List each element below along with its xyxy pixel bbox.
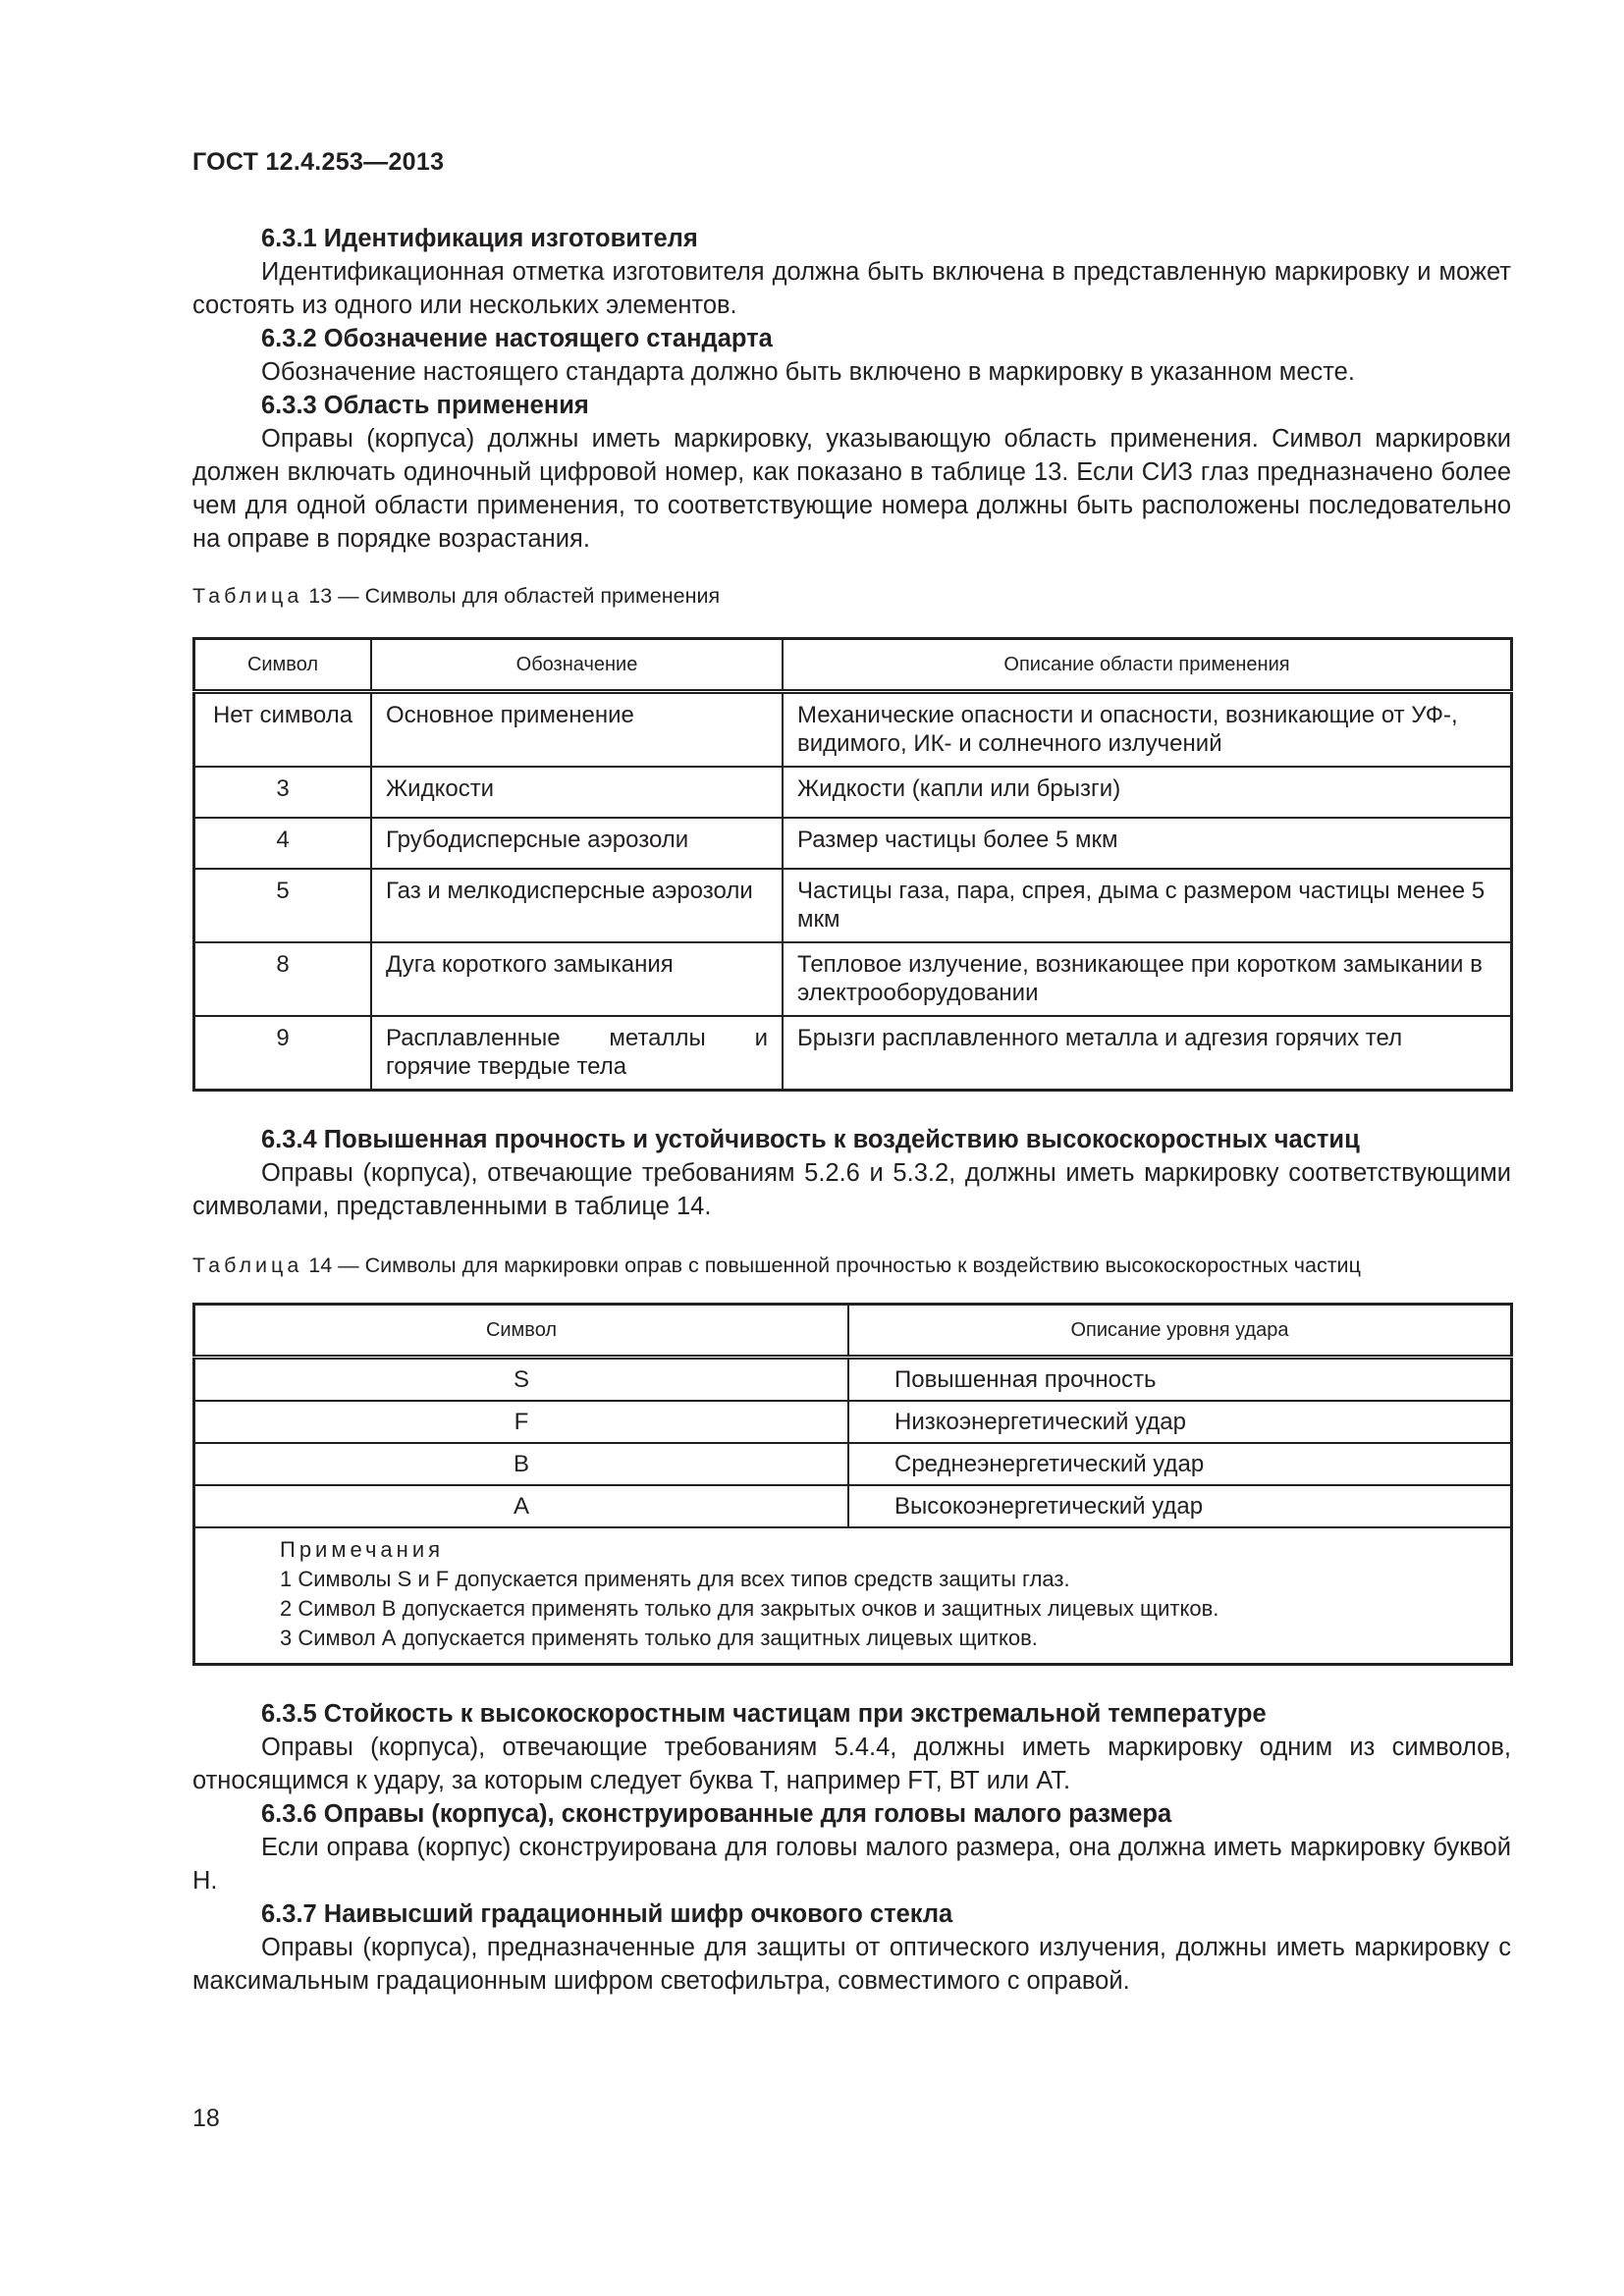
table-13-header-symbol: Символ: [194, 639, 372, 692]
table-cell: Газ и мелкодисперсные аэрозоли: [371, 869, 783, 942]
notes-title: Примечания: [280, 1537, 445, 1562]
section-6-3-4-text: Оправы (корпуса), отвечающие требованиям 5.2.6 и 5.3.2, должны иметь маркировку соответствующими символами, представленными в таблице 14.: [192, 1159, 1511, 1220]
table-cell: Брызги расплавленного металла и адгезия горячих тел: [783, 1016, 1512, 1091]
section-6-3-4-heading: 6.3.4 Повышенная прочность и устойчивость к воздействию высокоскоростных частиц: [261, 1126, 1360, 1153]
table-row: [194, 1485, 1512, 1527]
table-cell: Нет символа: [194, 692, 372, 768]
table-row: [194, 1016, 1512, 1091]
table-row: [194, 1401, 1512, 1443]
table-14-caption: [192, 1251, 1511, 1281]
section-6-3-5-heading: 6.3.5 Стойкость к высокоскоростным частицам при экстремальной температуре: [261, 1700, 1267, 1728]
table-cell: Дуга короткого замыкания: [371, 942, 783, 1016]
page-content: [192, 222, 1511, 1998]
table-cell: В: [194, 1443, 849, 1485]
table-cell: 4: [194, 818, 372, 869]
table-cell: Частицы газа, пара, спрея, дыма с размером частицы менее 5 мкм: [783, 869, 1512, 942]
table-cell: 8: [194, 942, 372, 1016]
table-14: [192, 1303, 1513, 1666]
table-row: [194, 1358, 1512, 1402]
table-cell: Среднеэнергетический удар: [848, 1443, 1512, 1485]
table-cell: Жидкости (капли или брызги): [783, 767, 1512, 818]
table-cell: F: [194, 1401, 849, 1443]
table-cell: 5: [194, 869, 372, 942]
table-14-caption-text: 14 — Символы для маркировки оправ с повышенной прочностью к воздействию высокоскоростных частиц: [302, 1254, 1361, 1277]
table-14-header-impact: Описание уровня удара: [848, 1305, 1512, 1358]
note-item: 2 Символ В допускается применять только для закрытых очков и защитных лицевых щитков.: [280, 1596, 1219, 1621]
table-row: [194, 692, 1512, 768]
table-cell: Тепловое излучение, возникающее при коротком замыкании в электрооборудовании: [783, 942, 1512, 1016]
table-13: [192, 637, 1513, 1092]
table-14-notes-row: [194, 1527, 1512, 1665]
table-cell: S: [194, 1358, 849, 1402]
table-row: [194, 818, 1512, 869]
table-cell: Высокоэнергетический удар: [848, 1485, 1512, 1527]
table-cell: Размер частицы более 5 мкм: [783, 818, 1512, 869]
section-6-3-6-text: Если оправа (корпус) сконструирована для головы малого размера, она должна иметь маркировку буквой Н.: [192, 1834, 1511, 1895]
table-13-caption-label: Таблица: [192, 584, 303, 608]
table-13-header-description: Описание области применения: [783, 639, 1512, 692]
section-6-3-3-text: Оправы (корпуса) должны иметь маркировку, указывающую область применения. Символ маркировки должен включать одиночный цифровой номер, как показано в таблице 13. Если СИЗ глаз предназначено более чем для одной области применения, то соответствующие номера должны быть расположены последовательно на оправе в порядке возрастания.: [192, 425, 1511, 553]
table-row: [194, 869, 1512, 942]
section-6-3-5-text: Оправы (корпуса), отвечающие требованиям 5.4.4, должны иметь маркировку одним из символов, относящимся к удару, за которым следует буква Т, например FT, ВТ или АТ.: [192, 1734, 1511, 1794]
section-6-3-6-heading: 6.3.6 Оправы (корпуса), сконструированные для головы малого размера: [261, 1800, 1172, 1828]
table-13-header-designation: Обозначение: [371, 639, 783, 692]
section-6-3-7-text: Оправы (корпуса), предназначенные для защиты от оптического излучения, должны иметь маркировку с максимальным градационным шифром светофильтра, совместимого с оправой.: [192, 1934, 1511, 1995]
section-6-3-7-heading: 6.3.7 Наивысший градационный шифр очкового стекла: [261, 1900, 953, 1928]
table-14-notes: [194, 1527, 1512, 1665]
section-6-3-2-text: Обозначение настоящего стандарта должно быть включено в маркировку в указанном месте.: [261, 358, 1355, 386]
table-cell: Грубодисперсные аэрозоли: [371, 818, 783, 869]
section-6-3-2-heading: 6.3.2 Обозначение настоящего стандарта: [261, 325, 773, 352]
table-cell: А: [194, 1485, 849, 1527]
section-6-3-3-heading: 6.3.3 Область применения: [261, 392, 589, 419]
table-14-caption-label: Таблица: [192, 1254, 303, 1277]
table-cell: Расплавленные металлы и горячие твердые тела: [371, 1016, 783, 1091]
table-cell: 9: [194, 1016, 372, 1091]
table-cell: Жидкости: [371, 767, 783, 818]
table-cell: 3: [194, 767, 372, 818]
table-cell: Основное применение: [371, 692, 783, 768]
note-item: 3 Символ А допускается применять только для защитных лицевых щитков.: [280, 1626, 1038, 1650]
table-cell: Низкоэнергетический удар: [848, 1401, 1512, 1443]
table-13-caption: [192, 581, 1511, 612]
section-6-3-1-heading: 6.3.1 Идентификация изготовителя: [261, 225, 698, 252]
table-row: [194, 1443, 1512, 1485]
table-14-header-symbol: Символ: [194, 1305, 849, 1358]
table-cell: Повышенная прочность: [848, 1358, 1512, 1402]
document-id-header: ГОСТ 12.4.253—2013: [192, 148, 445, 176]
table-13-caption-text: 13 — Символы для областей применения: [302, 584, 721, 608]
table-row: [194, 942, 1512, 1016]
page-number: 18: [192, 2105, 220, 2132]
table-cell: Механические опасности и опасности, возникающие от УФ-, видимого, ИК- и солнечного излучений: [783, 692, 1512, 768]
table-14-header-row: [194, 1305, 1512, 1358]
note-item: 1 Символы S и F допускается применять для всех типов средств защиты глаз.: [280, 1567, 1070, 1591]
table-13-header-row: [194, 639, 1512, 692]
section-6-3-1-text: Идентификационная отметка изготовителя должна быть включена в представленную маркировку и может состоять из одного или нескольких элементов.: [192, 258, 1511, 319]
table-row: [194, 767, 1512, 818]
